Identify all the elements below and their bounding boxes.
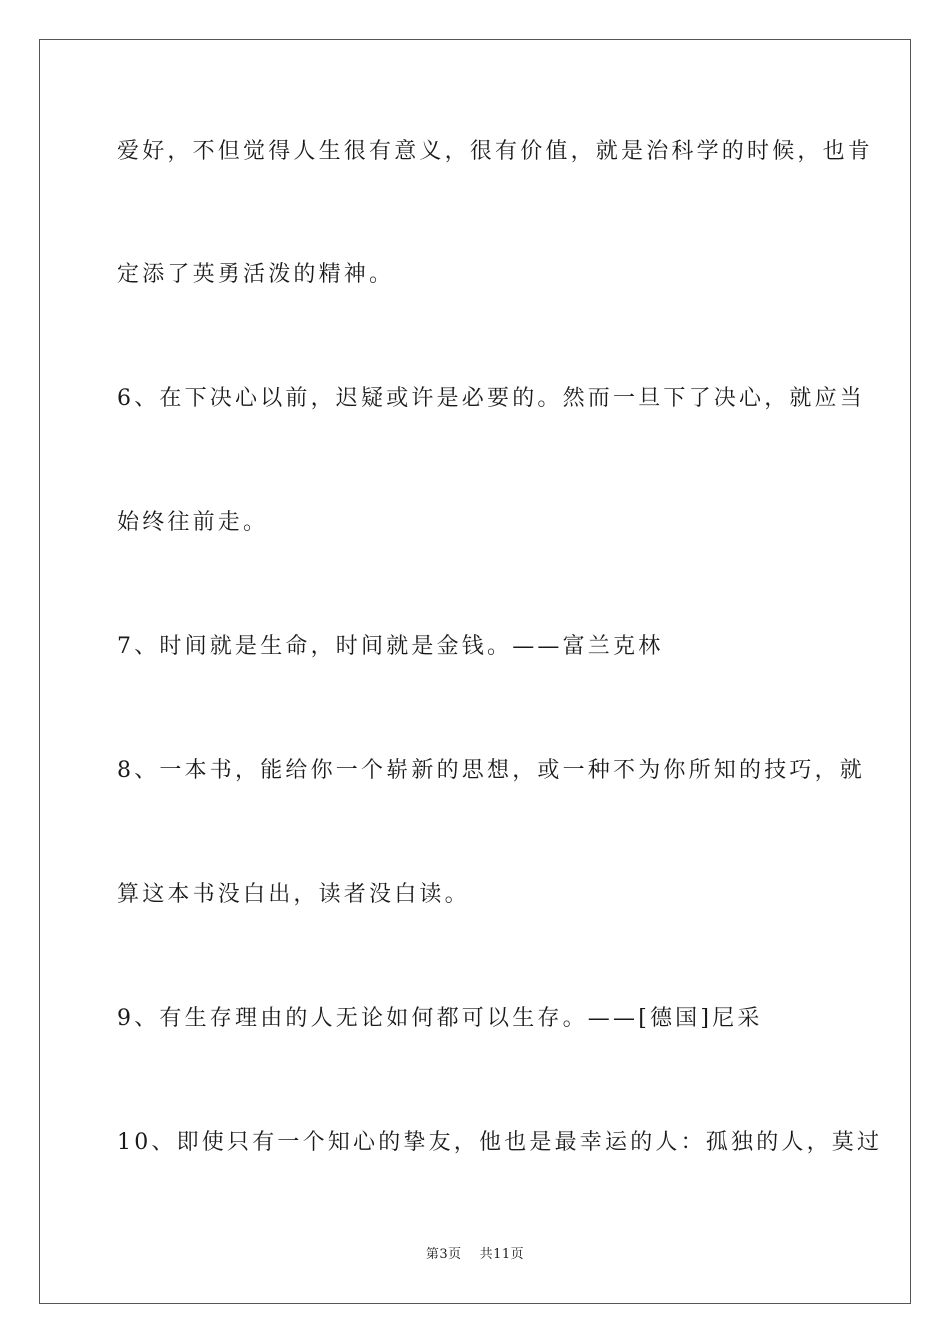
text-line: 算这本书没白出，读者没白读。 bbox=[117, 882, 470, 907]
page-border bbox=[39, 39, 911, 1304]
text-line: 定添了英勇活泼的精神。 bbox=[117, 262, 395, 287]
text-line: 9、有生存理由的人无论如何都可以生存。——[德国]尼采 bbox=[117, 1006, 763, 1031]
text-line: 10、即使只有一个知心的挚友，他也是最幸运的人：孤独的人，莫过 bbox=[117, 1130, 883, 1155]
text-line: 8、一本书，能给你一个崭新的思想，或一种不为你所知的技巧，就 bbox=[117, 758, 865, 783]
text-line: 始终往前走。 bbox=[117, 510, 269, 535]
text-line: 6、在下决心以前，迟疑或许是必要的。然而一旦下了决心，就应当 bbox=[117, 386, 865, 411]
page-total: 共11页 bbox=[479, 1247, 525, 1262]
text-line: 爱好，不但觉得人生很有意义，很有价值，就是治科学的时候，也肯 bbox=[117, 139, 874, 164]
page-footer bbox=[0, 1246, 950, 1264]
page-number: 第3页 bbox=[425, 1247, 462, 1262]
text-line: 7、时间就是生命，时间就是金钱。——富兰克林 bbox=[117, 634, 664, 659]
